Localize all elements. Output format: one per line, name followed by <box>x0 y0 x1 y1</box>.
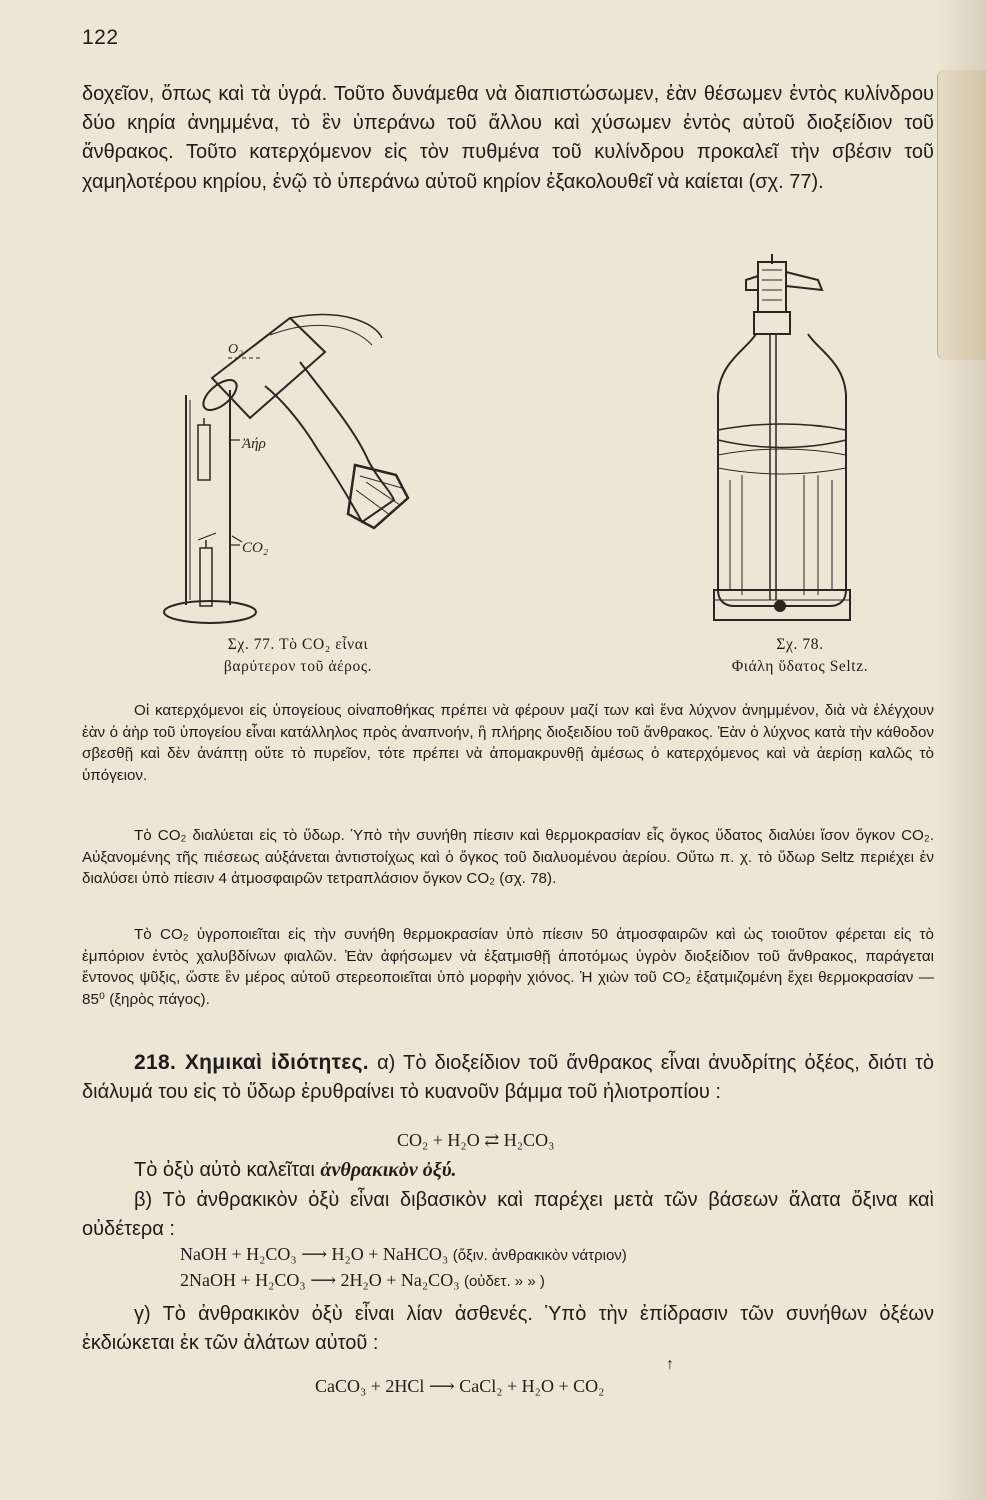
figure-77-label-o2: Ο₂ <box>228 342 243 357</box>
beta-paragraph: β) Τὸ ἀνθρακικὸν ὀξὺ εἶναι διβασικὸν καὶ παρέχει μετὰ τῶν βάσεων ἅλατα ὄξινα καὶ οὐδέτερα : <box>82 1189 934 1240</box>
figure-77-illustration <box>150 300 420 630</box>
small-paragraph-2: Τὸ CO₂ διαλύεται εἰς τὸ ὕδωρ. Ὑπὸ τὴν συνήθη πίεσιν καὶ θερμοκρασίαν εἷς ὄγκος ὕδατος διαλύει ἴσον ὄγκον CO₂. Αὐξανομένης τῆς πιέσεως αὐξάνεται ἀντιστοίχως καὶ ὁ ὄγκος τοῦ διαλυομένου ἀερίου. Οὕτω π. χ. τὸ ὕδωρ Seltz περιέχει ἐν διαλύσει ὑπὸ πίεσιν 4 ἀτμοσφαιρῶν τετραπλάσιον ὄγκον CO₂ (σχ. 78). <box>82 827 934 888</box>
figure-78-caption-line1: Σχ. 78. <box>776 636 824 653</box>
equation-2 <box>180 1244 627 1265</box>
equation-2-note: (ὄξιν. ἀνθρακικὸν νάτριον) <box>452 1247 627 1264</box>
page-number: 122 <box>82 26 119 49</box>
equation-3-formula: 2NaOH + H₂CO₃ ⟶ 2H₂O + Na₂CO₃ <box>180 1270 460 1290</box>
figure-78-caption-line2: Φιάλη ὕδατος Seltz. <box>731 658 869 675</box>
equation-1: CO₂ + H₂O ⇄ H₂CO₃ <box>397 1130 555 1150</box>
figure-77-label-co2: CO₂ <box>242 540 269 556</box>
section-218-intro <box>82 1048 934 1107</box>
figure-77-caption <box>178 634 418 678</box>
gamma-paragraph: γ) Τὸ ἀνθρακικὸν ὀξὺ εἶναι λίαν ἀσθενές. Ὑπὸ τὴν ἐπίδρασιν τῶν συνήθων ὀξέων ἐκδιώκεται ἐκ τῶν ἁλάτων αὐτοῦ : <box>82 1303 934 1354</box>
figure-77-caption-line2: βαρύτερον τοῦ ἀέρος. <box>223 658 373 675</box>
equation-3 <box>180 1270 545 1291</box>
section-title: 218. Χημικαὶ ἰδιότητες. <box>134 1051 369 1074</box>
intro-paragraph: δοχεῖον, ὅπως καὶ τὰ ὑγρά. Τοῦτο δυνάμεθα νὰ διαπιστώσωμεν, ἐὰν θέσωμεν ἐντὸς κυλίνδρου δύο κηρία ἀνημμένα, τὸ ἓν ὑπεράνω τοῦ ἄλλου καὶ χύσωμεν ἐντὸς αὐτοῦ διοξείδιον τοῦ ἄνθρακος. Τοῦτο κατερχόμενον εἰς τὸν πυθμένα τοῦ κυλίνδρου προκαλεῖ τὴν σβέσιν τοῦ χαμηλοτέρου κηρίου, ἐνῷ τὸ ὑπεράνω αὐτοῦ κηρίον ἐξακολουθεῖ νὰ καίεται (σχ. 77). <box>82 83 934 193</box>
acid-name-prefix: Τὸ ὀξὺ αὐτὸ καλεῖται <box>134 1159 315 1181</box>
acid-name-line <box>82 1156 934 1185</box>
figure-78-siphon-bottle <box>700 250 870 630</box>
gas-release-arrow: ↑ <box>666 1356 674 1373</box>
acid-name: ἀνθρακικὸν ὀξύ. <box>320 1159 457 1181</box>
equation-4: CaCO₃ + 2HCl ⟶ CaCl₂ + H₂O + CO₂ <box>315 1376 605 1396</box>
small-paragraph-3: Τὸ CO₂ ὑγροποιεῖται εἰς τὴν συνήθη θερμοκρασίαν ὑπὸ πίεσιν 50 ἀτμοσφαιρῶν καὶ ὡς τοιοῦτον φέρεται εἰς τὸ ἐμπόριον ἐντὸς χαλυβδίνων φιαλῶν. Ἐὰν ἀφήσωμεν νὰ ἐξατμισθῇ ἀποτόμως ὑγρὸν διοξείδιον τοῦ ἄνθρακος, παράγεται ἔντονος ψῦξις, ὥστε ἓν μέρος αὐτοῦ στερεοποιεῖται ὑπὸ μορφὴν χιόνος. Ἡ χιὼν τοῦ CO₂ ἐξατμιζομένη ἔχει θερμοκρασίαν — 85⁰ (ξηρὸς πάγος). <box>82 926 934 1008</box>
small-paragraph-1: Οἱ κατερχόμενοι εἰς ὑπογείους οἰναποθήκας πρέπει νὰ φέρουν μαζί των καὶ ἕνα λύχνον ἀνημμένον, διὰ νὰ ἐλέγχουν ἐὰν ὁ ἀὴρ τοῦ ὑπογείου εἶναι κατάλληλος πρὸς ἀναπνοήν, ἢ πλήρης διοξειδίου τοῦ ἄνθρακος. Ἐὰν ὁ λύχνος κατὰ τὴν κάθοδον σβεσθῇ καὶ δὲν ἀνάπτῃ οὔτε τὸ πυρεῖον, τότε πρέπει νὰ ἀπομακρυνθῇ ἀμέσως ὁ κατερχόμενος καὶ νὰ ἀερίσῃ καλῶς τὸ ὑπόγειον. <box>82 702 934 784</box>
section-intro-text: α) Τὸ διοξείδιον τοῦ ἄνθρακος εἶναι ἀνυδρίτης ὀξέος, διότι τὸ διάλυμά του εἰς τὸ ὕδωρ ἐρυθραίνει τὸ κυανοῦν βάμμα τοῦ ἡλιοτροπίου : <box>82 1052 935 1103</box>
figure-77-label-air: Ἀήρ <box>242 436 266 452</box>
figure-77-caption-line1: Σχ. 77. Τὸ CO₂ εἶναι <box>227 636 369 653</box>
figure-78-caption <box>690 634 910 678</box>
torn-page-corner <box>937 70 986 360</box>
equation-3-note: (οὐδετ. » » ) <box>463 1273 545 1290</box>
equation-2-formula: NaOH + H₂CO₃ ⟶ H₂O + NaHCO₃ <box>180 1244 449 1264</box>
